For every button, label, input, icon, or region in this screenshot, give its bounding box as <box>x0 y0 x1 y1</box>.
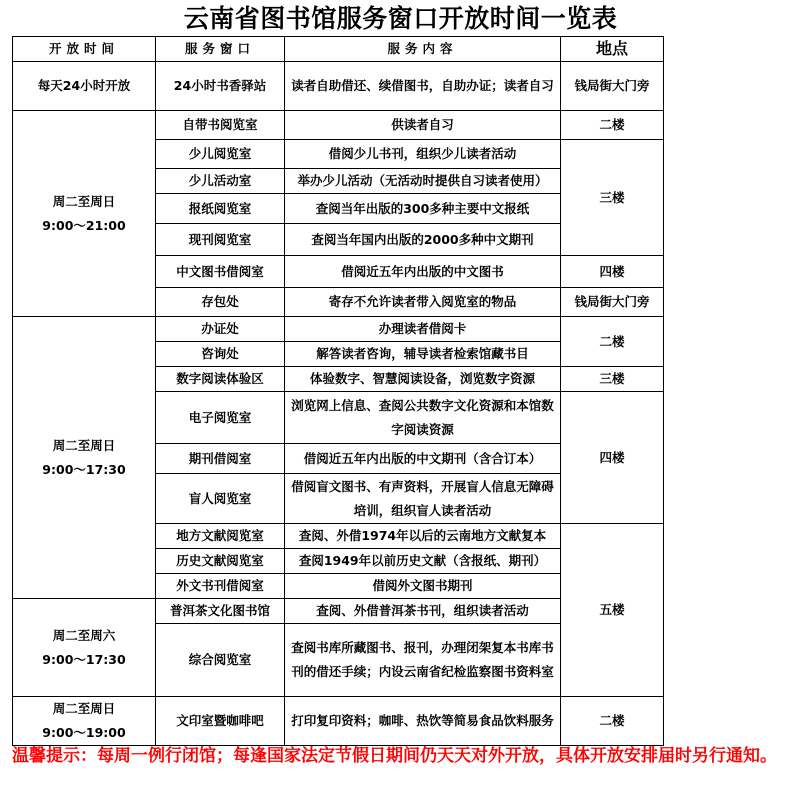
time-cell: 每天24小时开放 <box>13 62 156 111</box>
window-cell: 现刊阅览室 <box>156 224 285 256</box>
location-cell: 二楼 <box>561 317 664 367</box>
closing-notice: 温馨提示：每周一例行闭馆；每逢国家法定节假日期间仍天天对外开放，具体开放安排届时另行通知。 <box>12 746 777 766</box>
content-cell: 体验数字、智慧阅读设备，浏览数字资源 <box>285 367 561 392</box>
time-cell <box>13 317 156 599</box>
window-cell: 中文图书借阅室 <box>156 256 285 288</box>
content-cell: 查阅、外借普洱茶书刊，组织读者活动 <box>285 599 561 624</box>
window-cell: 地方文献阅览室 <box>156 524 285 549</box>
table-row <box>13 62 664 111</box>
header-time: 开放时间 <box>13 37 156 62</box>
table-row <box>13 697 664 746</box>
window-cell: 综合阅览室 <box>156 624 285 697</box>
content-cell: 借阅近五年内出版的中文期刊（含合订本） <box>285 444 561 474</box>
content-cell: 查阅、外借1974年以后的云南地方文献复本 <box>285 524 561 549</box>
table-row <box>13 317 664 342</box>
header-content: 服务内容 <box>285 37 561 62</box>
content-cell: 寄存不允许读者带入阅览室的物品 <box>285 288 561 317</box>
header-window: 服务窗口 <box>156 37 285 62</box>
content-cell: 解答读者咨询，辅导读者检索馆藏书目 <box>285 342 561 367</box>
window-cell: 普洱茶文化图书馆 <box>156 599 285 624</box>
time-hours: 9:00～17:30 <box>42 461 126 477</box>
window-cell: 少儿阅览室 <box>156 140 285 169</box>
window-cell: 少儿活动室 <box>156 169 285 194</box>
time-hours: 9:00～17:30 <box>42 651 126 667</box>
location-cell: 四楼 <box>561 392 664 524</box>
content-cell: 查阅当年国内出版的2000多种中文期刊 <box>285 224 561 256</box>
content-cell: 查阅1949年以前历史文献（含报纸、期刊） <box>285 549 561 574</box>
content-cell: 借阅少儿书刊，组织少儿读者活动 <box>285 140 561 169</box>
time-days: 周二至周日 <box>52 437 116 453</box>
time-days: 周二至周六 <box>52 627 116 643</box>
location-cell: 五楼 <box>561 524 664 697</box>
window-cell: 24小时书香驿站 <box>156 62 285 111</box>
location-cell: 三楼 <box>561 367 664 392</box>
window-cell: 期刊借阅室 <box>156 444 285 474</box>
window-cell: 自带书阅览室 <box>156 111 285 140</box>
header-location: 地点 <box>561 37 664 62</box>
table-row <box>13 111 664 140</box>
time-hours: 9:00～19:00 <box>42 725 126 740</box>
content-cell: 浏览网上信息、查阅公共数字文化资源和本馆数字阅读资源 <box>285 392 561 444</box>
content-cell: 借阅近五年内出版的中文图书 <box>285 256 561 288</box>
time-cell <box>13 697 156 746</box>
window-cell: 报纸阅览室 <box>156 194 285 224</box>
location-cell: 二楼 <box>561 697 664 746</box>
time-days: 周二至周日 <box>52 701 116 716</box>
content-cell: 查阅书库所藏图书、报刊，办理闭架复本书库书刊的借还手续；内设云南省纪检监察图书资料室 <box>285 624 561 697</box>
window-cell: 文印室暨咖啡吧 <box>156 697 285 746</box>
window-cell: 数字阅读体验区 <box>156 367 285 392</box>
page-title: 云南省图书馆服务窗口开放时间一览表 <box>183 4 618 33</box>
window-cell: 存包处 <box>156 288 285 317</box>
location-cell: 钱局街大门旁 <box>561 62 664 111</box>
content-cell: 借阅外文图书期刊 <box>285 574 561 599</box>
window-cell: 咨询处 <box>156 342 285 367</box>
window-cell: 办证处 <box>156 317 285 342</box>
time-days: 周二至周日 <box>52 193 116 209</box>
window-cell: 历史文献阅览室 <box>156 549 285 574</box>
content-cell: 读者自助借还、续借图书，自助办证；读者自习 <box>285 62 561 111</box>
location-cell: 四楼 <box>561 256 664 288</box>
location-cell: 三楼 <box>561 140 664 256</box>
location-cell: 二楼 <box>561 111 664 140</box>
location-cell: 钱局街大门旁 <box>561 288 664 317</box>
content-cell: 打印复印资料；咖啡、热饮等简易食品饮料服务 <box>285 697 561 746</box>
window-cell: 盲人阅览室 <box>156 474 285 524</box>
content-cell: 借阅盲文图书、有声资料，开展盲人信息无障碍培训，组织盲人读者活动 <box>285 474 561 524</box>
content-cell: 查阅当年出版的300多种主要中文报纸 <box>285 194 561 224</box>
time-cell <box>13 111 156 317</box>
content-cell: 举办少儿活动（无活动时提供自习读者使用） <box>285 169 561 194</box>
window-cell: 外文书刊借阅室 <box>156 574 285 599</box>
table-header-row <box>13 37 664 62</box>
time-hours: 9:00～21:00 <box>42 217 126 233</box>
schedule-table <box>12 36 664 746</box>
content-cell: 办理读者借阅卡 <box>285 317 561 342</box>
time-cell <box>13 599 156 697</box>
content-cell: 供读者自习 <box>285 111 561 140</box>
window-cell: 电子阅览室 <box>156 392 285 444</box>
